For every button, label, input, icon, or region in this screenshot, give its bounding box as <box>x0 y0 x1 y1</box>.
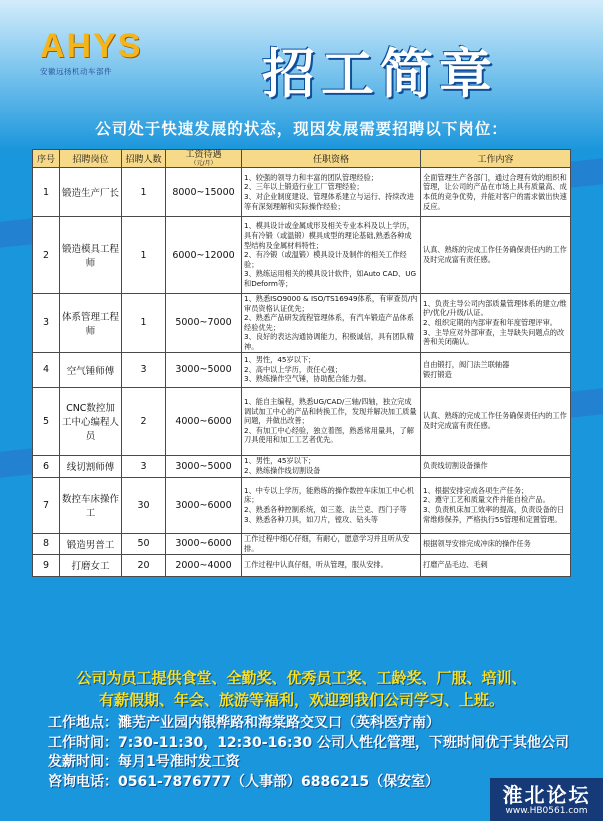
duty-line: 1、根据安排完成各项生产任务； <box>423 485 529 495</box>
duty-line: 认真、熟练的完成工作任务确保责任内的工作及时完成富有责任感。 <box>423 245 567 264</box>
requirement-line: 3、熟悉各种刀具，如刀片，镗攻、钻头等 <box>244 514 378 524</box>
duty-line: 自由锻打，阀门法兰联轴器 <box>423 359 510 369</box>
row-duties <box>421 294 571 353</box>
company-logo <box>40 28 152 77</box>
row-requirements <box>242 387 421 455</box>
row-number: 4 <box>33 352 60 387</box>
row-count: 1 <box>122 294 166 353</box>
table-row <box>33 294 571 353</box>
requirement-line: 2、有加工中心经验，独立着图，熟悉常用量具，了解刀具使用和加工工艺者优先。 <box>244 425 414 445</box>
header-position: 招聘岗位 <box>60 150 122 168</box>
table-body <box>33 168 571 577</box>
header-salary <box>166 150 242 168</box>
row-requirements <box>242 352 421 387</box>
requirement-line: 2、有冷锻（或温锻）模具设计及制作的相关工作经验； <box>244 250 407 269</box>
duty-line: 1、负责主导公司内部质量管理体系的建立/维护/优化/升级/认证。 <box>423 298 567 318</box>
requirement-line: 1、男性，45岁以下； <box>244 456 316 466</box>
row-requirements <box>242 294 421 353</box>
requirement-line: 2、熟悉产品研发流程管理体系，有汽车锻造产品体系经验优先； <box>244 313 414 332</box>
requirement-line: 3、良好的表达沟通协调能力，积极诚信，具有团队精神。 <box>244 332 414 351</box>
header-duties: 工作内容 <box>421 150 571 168</box>
table-row <box>33 168 571 217</box>
info-value: 7:30-11:30，12:30-16:30 公司人性化管理，下班时间优于其他公司 <box>118 734 570 751</box>
row-number: 5 <box>33 387 60 455</box>
row-duties <box>421 455 571 477</box>
table-row <box>33 455 571 477</box>
row-number: 6 <box>33 455 60 477</box>
row-salary: 3000~5000 <box>166 352 242 387</box>
row-duties <box>421 554 571 576</box>
row-count: 1 <box>122 168 166 217</box>
row-duties <box>421 168 571 217</box>
requirement-line: 1、模具设计或金属成形及相关专业本科及以上学历，具有冷锻（或温锻）模具成型的理论基础,熟悉各种成型结构及金属材料特性； <box>244 221 414 250</box>
row-position: 空气锤师傅 <box>60 352 122 387</box>
table-header-row <box>33 150 571 168</box>
requirement-line: 2、熟悉各种控制系统，如三菱、法兰克、西门子等 <box>244 505 407 515</box>
info-work-hours <box>48 734 569 754</box>
requirement-line: 3、对企业制度建设、管理体系建立与运行、持续改进等有深刻理解和实际操作经验； <box>244 192 414 211</box>
duty-line: 根据领导安排完成冲床的操作任务 <box>423 538 531 548</box>
duty-line: 2、组织定期的内部审查和年度管理评审。 <box>423 317 557 327</box>
duty-line: 负责线切割设备操作 <box>423 461 488 471</box>
table-row <box>33 477 571 533</box>
info-value: 0561-7876777（人事部）6886215（保安室） <box>118 773 440 790</box>
row-count: 20 <box>122 554 166 576</box>
row-requirements <box>242 533 421 554</box>
requirement-line: 1、男性，45岁以下； <box>244 355 316 365</box>
row-requirements <box>242 455 421 477</box>
info-payday <box>48 753 569 773</box>
header-no: 序号 <box>33 150 60 168</box>
header-salary-unit: （元/月） <box>190 160 217 167</box>
row-requirements <box>242 554 421 576</box>
page-title: 招工简章 <box>262 44 498 105</box>
requirement-line: 工作过程中认真仔细，听从管理，服从安排。 <box>244 560 388 570</box>
table-row <box>33 217 571 294</box>
requirement-line: 3、熟练操作空气锤，协助配合能力强。 <box>244 374 371 384</box>
row-position: 体系管理工程师 <box>60 294 122 353</box>
requirement-line: 1、中专以上学历，能熟练的操作数控车床加工中心机床； <box>244 485 414 505</box>
row-salary: 5000~7000 <box>166 294 242 353</box>
logo-subtitle: 安徽远扬机动车部件 <box>40 67 112 76</box>
row-position: 线切割师傅 <box>60 455 122 477</box>
row-duties <box>421 217 571 294</box>
row-salary: 6000~12000 <box>166 217 242 294</box>
requirement-line: 2、熟练操作线切割设备 <box>244 466 321 476</box>
row-position: 打磨女工 <box>60 554 122 576</box>
row-salary: 3000~6000 <box>166 533 242 554</box>
requirement-line: 1、熟悉ISO9000 & ISO/TS16949体系，有审查员/内审员资格认证优先； <box>244 294 418 313</box>
duty-line: 认真、熟练的完成工作任务确保责任内的工作及时完成富有责任感。 <box>423 411 567 431</box>
duty-line: 3、负责机床加工效率的提高，负责设备的日常维修保养，严格执行5S管理和定置管理。 <box>423 505 565 524</box>
row-number: 7 <box>33 477 60 533</box>
requirement-line: 2、三年以上锻造行业工厂管理经验； <box>244 182 364 192</box>
table-row <box>33 352 571 387</box>
info-label: 工作时间： <box>48 734 118 751</box>
row-requirements <box>242 477 421 533</box>
forum-watermark <box>490 778 603 821</box>
row-duties <box>421 533 571 554</box>
positions-table <box>32 149 570 577</box>
table-row <box>33 387 571 455</box>
row-duties <box>421 387 571 455</box>
header-count: 招聘人数 <box>122 150 166 168</box>
duty-line: 锻打锻造 <box>423 369 452 379</box>
forum-url: www.HB0561.com <box>505 806 588 816</box>
duty-line: 全面管理生产各部门，通过合理有效的组织和管理，让公司的产品在市场上具有质量高、成本低的竞争优势，并能对客户的需求做出快速反应。 <box>423 172 567 211</box>
row-salary: 3000~5000 <box>166 455 242 477</box>
requirement-line: 工作过程中细心仔细，有耐心，愿意学习并且听从安排。 <box>244 533 410 553</box>
row-position: 锻造生产厂长 <box>60 168 122 217</box>
row-number: 9 <box>33 554 60 576</box>
row-requirements <box>242 217 421 294</box>
row-count: 1 <box>122 217 166 294</box>
requirement-line: 1、较强的领导力和丰富的团队管理经验； <box>244 172 378 182</box>
row-salary: 4000~6000 <box>166 387 242 455</box>
info-work-location <box>48 714 569 734</box>
info-label: 工作地点： <box>48 715 118 731</box>
header-requirements: 任职资格 <box>242 150 421 168</box>
duty-line: 2、遵守工艺和质量文件并能自检产品。 <box>423 495 550 505</box>
row-salary: 2000~4000 <box>166 554 242 576</box>
table-row <box>33 554 571 576</box>
duty-line: 打磨产品毛边、毛刺 <box>423 560 488 570</box>
benefits-line: 公司为员工提供食堂、全勤奖、优秀员工奖、工龄奖、厂服、培训、 <box>76 669 527 687</box>
row-position: 数控车床操作工 <box>60 477 122 533</box>
row-number: 3 <box>33 294 60 353</box>
requirement-line: 2、高中以上学历，责任心强； <box>244 364 343 374</box>
row-duties <box>421 477 571 533</box>
row-requirements <box>242 168 421 217</box>
row-number: 8 <box>33 533 60 554</box>
row-duties <box>421 352 571 387</box>
row-number: 2 <box>33 217 60 294</box>
logo-mark: AHYS <box>40 27 143 65</box>
page-subtitle: 公司处于快速发展的状态，现因发展需要招聘以下岗位： <box>95 120 508 138</box>
row-position: CNC数控加工中心编程人员 <box>60 387 122 455</box>
info-value: 每月1号准时发工资 <box>118 754 240 770</box>
forum-name: 淮北论坛 <box>502 783 591 807</box>
duty-line: 3、主导应对外部审查，主导缺失问题点的改善和关闭确认。 <box>423 327 565 347</box>
info-label: 发薪时间： <box>48 754 118 770</box>
info-value: 濉芜产业园内银桦路和海棠路交叉口（英科医疗南） <box>118 715 440 731</box>
row-number: 1 <box>33 168 60 217</box>
benefits <box>0 667 603 711</box>
row-count: 30 <box>122 477 166 533</box>
row-salary: 8000~15000 <box>166 168 242 217</box>
row-count: 3 <box>122 455 166 477</box>
row-position: 锻造模具工程师 <box>60 217 122 294</box>
row-count: 2 <box>122 387 166 455</box>
row-salary: 3000~6000 <box>166 477 242 533</box>
row-count: 50 <box>122 533 166 554</box>
benefits-line: 有薪假期、年会、旅游等福利，欢迎到我们公司学习、上班。 <box>98 691 504 709</box>
table-row <box>33 533 571 554</box>
header-salary-label: 工资待遇 <box>185 150 222 160</box>
requirement-line: 1、能自主编程，熟悉UG/CAD/三轴/四轴，独立完成调试加工中心的产品和转换工作，发现并解决加工质量问题，并做出改善； <box>244 397 417 426</box>
requirement-line: 3、熟练运用相关的模具设计软件，如Auto CAD、UG和Deform等； <box>244 269 417 288</box>
info-label: 咨询电话： <box>48 773 118 790</box>
row-count: 3 <box>122 352 166 387</box>
row-position: 锻造男普工 <box>60 533 122 554</box>
